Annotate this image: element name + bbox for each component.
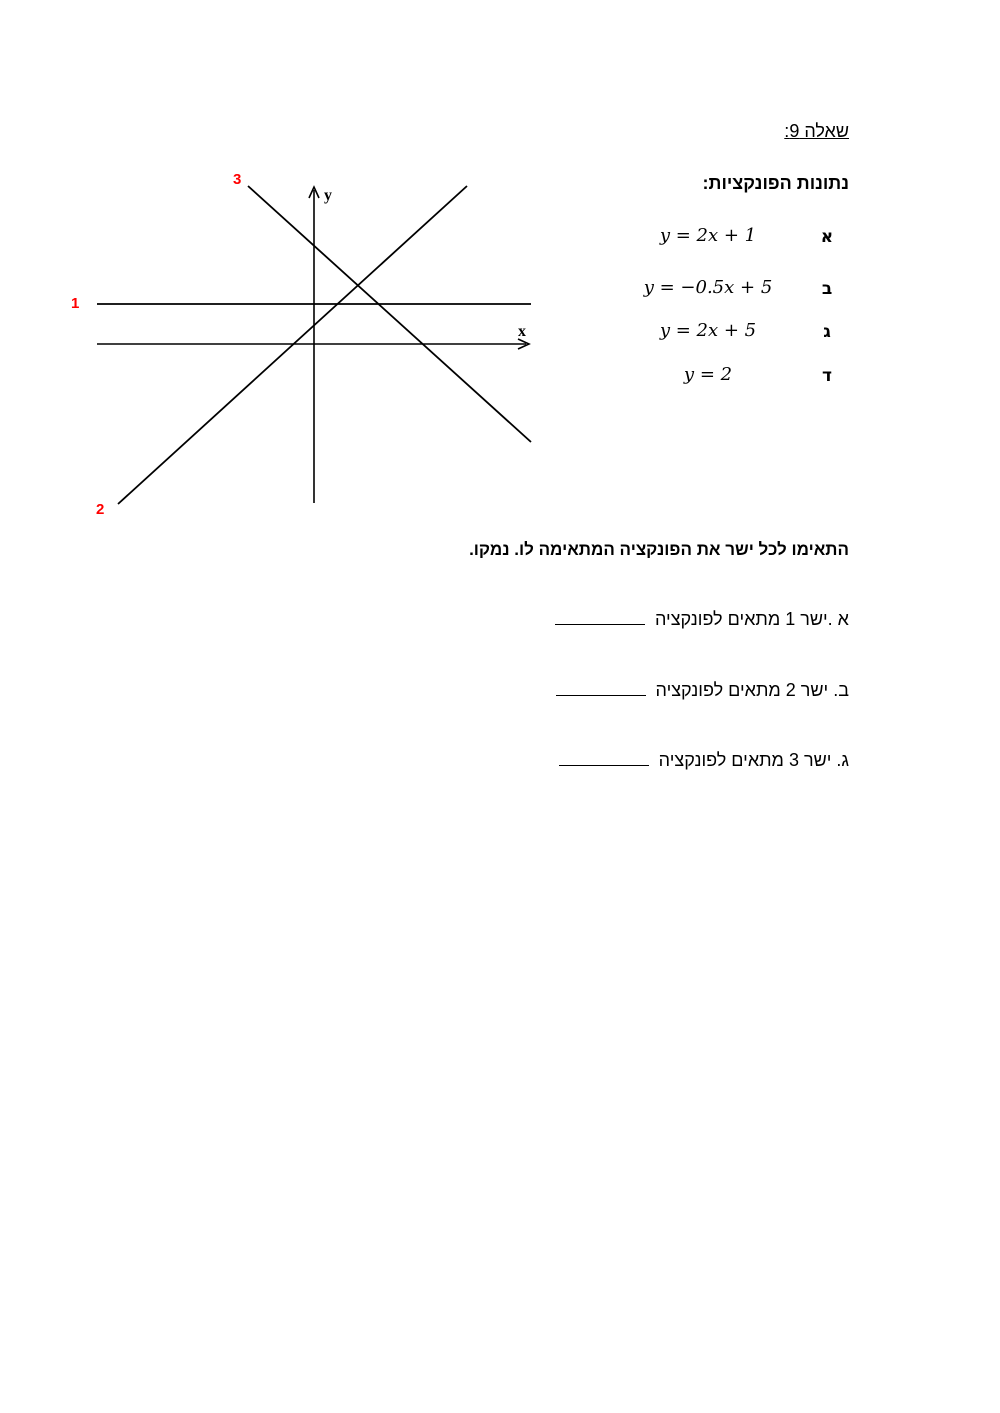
answer-blank-c[interactable]	[559, 751, 649, 766]
line-graph	[0, 150, 560, 520]
line-1-label: 1	[71, 295, 80, 312]
answer-text-a: א .ישר 1 מתאים לפונקציה	[654, 609, 849, 629]
y-axis-label: y	[324, 187, 332, 204]
answer-row-a	[555, 609, 849, 630]
answer-blank-a[interactable]	[555, 610, 645, 625]
function-equation-b: y = −0.5x + 5	[643, 277, 773, 298]
instruction-text: התאימו לכל ישר את הפונקציה המתאימה לו. נמקו.	[469, 540, 849, 559]
function-letter-c: ג	[823, 322, 831, 342]
function-equation-c: y = 2x + 5	[659, 320, 757, 341]
function-letter-d: ד	[822, 366, 832, 386]
function-equation-a: y = 2x + 1	[659, 225, 757, 246]
answer-text-b: ב. ישר 2 מתאים לפונקציה	[655, 680, 849, 700]
question-title: שאלה 9:	[784, 121, 849, 141]
answer-text-c: ג. ישר 3 מתאים לפונקציה	[658, 750, 849, 770]
answer-row-c	[559, 750, 849, 771]
graph-line-3	[248, 186, 531, 442]
x-axis-label: x	[518, 323, 526, 340]
function-equation-d: y = 2	[683, 364, 733, 385]
graph-line-2	[118, 186, 467, 504]
function-letter-a: א	[820, 227, 834, 247]
answer-row-b	[556, 680, 849, 701]
answer-blank-b[interactable]	[556, 681, 646, 696]
line-2-label: 2	[96, 501, 105, 518]
line-3-label: 3	[233, 171, 242, 188]
given-functions-label: נתונות הפונקציות:	[702, 173, 849, 193]
function-letter-b: ב	[821, 279, 833, 299]
